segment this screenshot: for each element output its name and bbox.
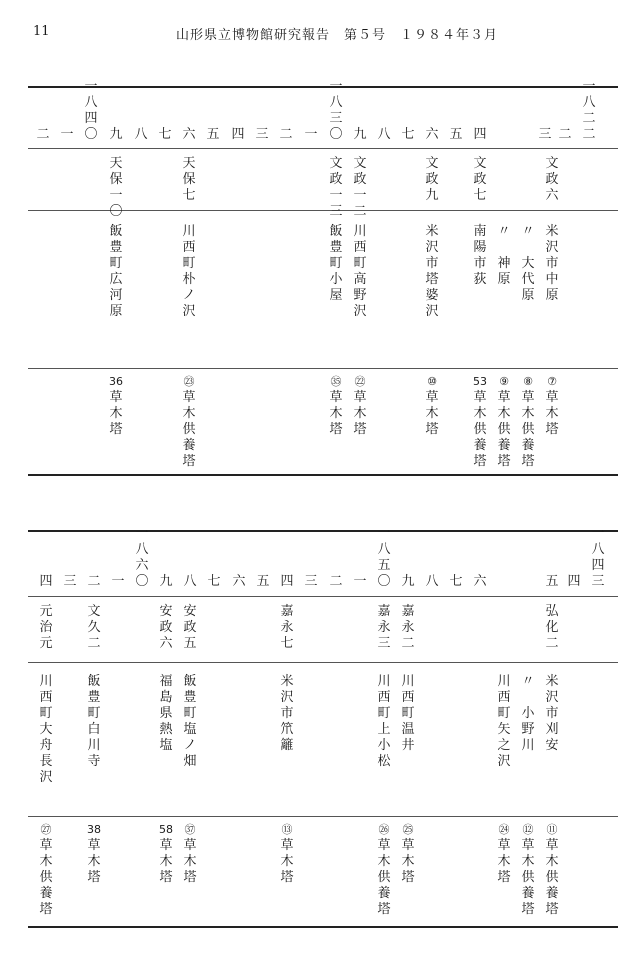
year-cell: 八 <box>134 127 148 142</box>
monument-cell: ㉒ 草 木 塔 <box>353 375 367 437</box>
place-cell: 飯 豊 町 小 屋 <box>329 224 343 303</box>
place-cell: 飯 豊 町 白 川 寺 <box>87 674 101 769</box>
year-cell: 二 <box>87 574 101 589</box>
era-cell: 弘 化 二 <box>545 604 559 651</box>
year-cell: 四 <box>280 574 294 589</box>
year-cell: 四 <box>567 574 581 589</box>
year-cell: 九 <box>401 574 415 589</box>
place-cell: 米 沢 市 中 原 <box>545 224 559 303</box>
era-cell: 文 政 六 <box>545 156 559 203</box>
monument-cell: ㉗ 草 木 供 養 塔 <box>39 823 53 917</box>
place-cell: 飯 豊 町 広 河 原 <box>109 224 123 319</box>
monument-cell: ⑩ 草 木 塔 <box>425 375 439 437</box>
place-cell: 米 沢 市 笊 籬 <box>280 674 294 753</box>
year-cell: 一 八 四 三 <box>591 526 605 589</box>
table-top-rule <box>28 86 618 88</box>
monument-cell: ⑪ 草 木 供 養 塔 <box>545 823 559 917</box>
monument-cell: 36 草 木 塔 <box>109 375 123 437</box>
monument-cell: ⑨ 草 木 供 養 塔 <box>497 375 511 469</box>
monument-cell: ㉟ 草 木 塔 <box>329 375 343 437</box>
year-cell: 五 <box>545 574 559 589</box>
row-divider <box>28 368 618 369</box>
place-cell: 〃 神 原 <box>497 224 511 287</box>
monument-cell: ⑦ 草 木 塔 <box>545 375 559 437</box>
year-cell: 九 <box>159 574 173 589</box>
place-cell: 福 島 県 熱 塩 <box>159 674 173 753</box>
year-cell: 二 <box>329 574 343 589</box>
year-cell: 三 <box>538 127 552 142</box>
place-cell: 川 西 町 高 野 沢 <box>353 224 367 319</box>
era-cell: 嘉 永 二 <box>401 604 415 651</box>
table-top-rule <box>28 530 618 532</box>
year-cell: 二 <box>558 127 572 142</box>
table-bottom-rule <box>28 926 618 928</box>
era-cell: 天 保 一 〇 <box>109 156 123 219</box>
monument-cell: 58 草 木 塔 <box>159 823 173 885</box>
year-cell: 二 <box>279 127 293 142</box>
year-cell: 一 八 五 〇 <box>377 526 391 589</box>
year-cell: 一 八 六 〇 <box>135 526 149 589</box>
year-cell: 五 <box>256 574 270 589</box>
place-cell: 飯 豊 町 塩 ノ 畑 <box>183 674 197 769</box>
year-cell: 七 <box>207 574 221 589</box>
page-number: 11 <box>33 24 50 39</box>
place-cell: 川 西 町 大 舟 長 沢 <box>39 674 53 785</box>
year-cell: 四 <box>231 127 245 142</box>
year-cell: 八 <box>183 574 197 589</box>
year-cell: 三 <box>304 574 318 589</box>
monument-cell: ㉕ 草 木 塔 <box>401 823 415 885</box>
place-cell: 川 西 町 温 井 <box>401 674 415 753</box>
year-cell: 一 八 二 二 <box>582 79 596 142</box>
year-cell: 一 <box>304 127 318 142</box>
era-cell: 文 政 七 <box>473 156 487 203</box>
era-cell: 文 政 一 三 <box>329 156 343 219</box>
year-cell: 一 八 三 〇 <box>329 79 343 142</box>
year-cell: 七 <box>449 574 463 589</box>
row-divider <box>28 596 618 597</box>
year-cell: 三 <box>255 127 269 142</box>
era-cell: 嘉 永 七 <box>280 604 294 651</box>
year-cell: 七 <box>401 127 415 142</box>
journal-header: 山形県立博物館研究報告 第５号 １９８４年３月 <box>176 28 499 43</box>
place-cell: 川 西 町 上 小 松 <box>377 674 391 769</box>
era-cell: 文 政 九 <box>425 156 439 203</box>
place-cell: 〃 大 代 原 <box>521 224 535 303</box>
place-cell: 〃 小 野 川 <box>521 674 535 753</box>
year-cell: 六 <box>473 574 487 589</box>
year-cell: 五 <box>449 127 463 142</box>
year-cell: 七 <box>158 127 172 142</box>
era-cell: 嘉 永 三 <box>377 604 391 651</box>
year-cell: 一 <box>60 127 74 142</box>
place-cell: 南 陽 市 荻 <box>473 224 487 287</box>
year-cell: 六 <box>182 127 196 142</box>
monument-cell: ⑧ 草 木 供 養 塔 <box>521 375 535 469</box>
monument-cell: 38 草 木 塔 <box>87 823 101 885</box>
year-cell: 八 <box>425 574 439 589</box>
table-bottom-rule <box>28 474 618 476</box>
monument-cell: ㊲ 草 木 塔 <box>183 823 197 885</box>
year-cell: 八 <box>377 127 391 142</box>
year-cell: 一 <box>111 574 125 589</box>
place-cell: 米 沢 市 刈 安 <box>545 674 559 753</box>
monument-cell: ㉖ 草 木 供 養 塔 <box>377 823 391 917</box>
era-cell: 安 政 六 <box>159 604 173 651</box>
row-divider <box>28 148 618 149</box>
monument-cell: ⑬ 草 木 塔 <box>280 823 294 885</box>
era-cell: 文 政 一 二 <box>353 156 367 219</box>
year-cell: 六 <box>232 574 246 589</box>
year-cell: 六 <box>425 127 439 142</box>
year-cell: 四 <box>39 574 53 589</box>
year-cell: 一 八 四 〇 <box>84 79 98 142</box>
place-cell: 川 西 町 矢 之 沢 <box>497 674 511 769</box>
year-cell: 九 <box>109 127 123 142</box>
monument-cell: ㉔ 草 木 塔 <box>497 823 511 885</box>
era-cell: 文 久 二 <box>87 604 101 651</box>
era-cell: 安 政 五 <box>183 604 197 651</box>
row-divider <box>28 662 618 663</box>
place-cell: 川 西 町 朴 ノ 沢 <box>182 224 196 319</box>
year-cell: 五 <box>206 127 220 142</box>
year-cell: 二 <box>36 127 50 142</box>
year-cell: 三 <box>63 574 77 589</box>
era-cell: 天 保 七 <box>182 156 196 203</box>
place-cell: 米 沢 市 塔 婆 沢 <box>425 224 439 319</box>
monument-cell: ⑫ 草 木 供 養 塔 <box>521 823 535 917</box>
year-cell: 九 <box>353 127 367 142</box>
era-cell: 元 治 元 <box>39 604 53 651</box>
monument-cell: ㉓ 草 木 供 養 塔 <box>182 375 196 469</box>
year-cell: 一 <box>353 574 367 589</box>
year-cell: 四 <box>473 127 487 142</box>
row-divider <box>28 816 618 817</box>
monument-cell: 53 草 木 供 養 塔 <box>473 375 487 469</box>
